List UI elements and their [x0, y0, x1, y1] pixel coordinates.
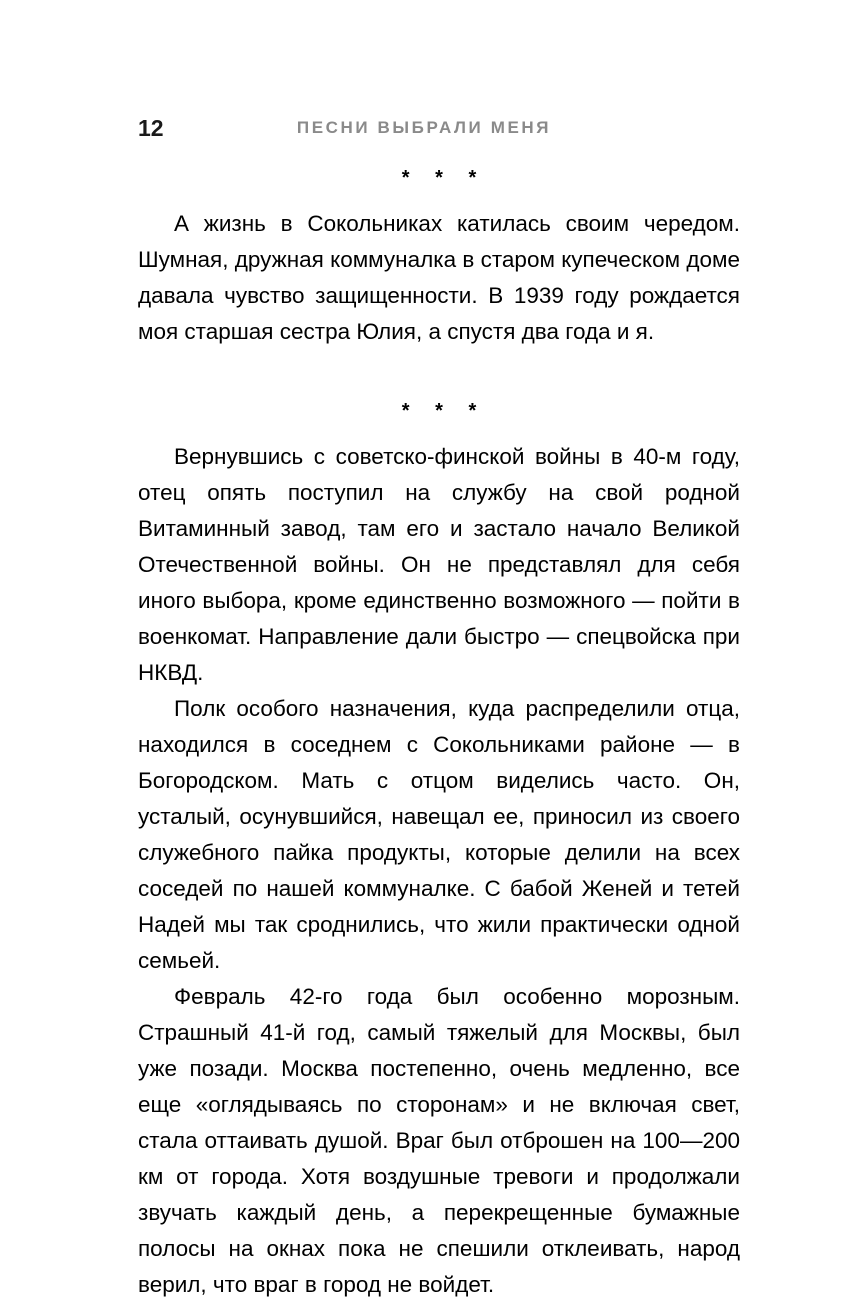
text-column	[138, 160, 740, 1303]
paragraph-4: Февраль 42-го года был особенно морозным. Страшный 41-й год, самый тяжелый для Москвы, был уже позади. Москва постепенно, очень медленно, все еще «оглядываясь по сторонам» и не включая свет, стала оттаивать душой. Враг был отброшен на 100—200 км от города. Хотя воздушные тревоги и продолжали звучать каждый день, а перекрещенные бумажные полосы на окнах пока не спешили отклеивать, народ верил, что враг в город не войдет.	[138, 984, 740, 1297]
running-head	[0, 113, 844, 143]
paragraph-2: Вернувшись с советско-финской войны в 40-м году, отец опять поступил на службу на свой родной Витаминный завод, там его и застало начало Великой Отечественной войны. Он не представлял для себя иного выбора, кроме единственно возможного — пойти в военкомат. Направление дали быстро — спецвойска при НКВД.	[138, 444, 740, 685]
paragraph-1: А жизнь в Сокольниках катилась своим чередом. Шумная, дружная коммуналка в старом купеческом доме давала чувство защищенности. В 1939 году рождается моя старшая сестра Юлия, а спустя два года и я.	[138, 211, 740, 344]
paragraph-3: Полк особого назначения, куда распределили отца, находился в соседнем с Сокольниками районе — в Богородском. Мать с отцом виделись часто. Он, усталый, осунувшийся, навещал ее, приносил из своего служебного пайка продукты, которые делили на всех соседей по нашей коммуналке. С бабой Женей и тетей Надей мы так сроднились, что жили практически одной семьей.	[138, 696, 740, 973]
page-number: 12	[138, 115, 164, 141]
section-separator-2: * * *	[401, 400, 487, 422]
section-separator-1: * * *	[401, 167, 487, 189]
running-title: ПЕСНИ ВЫБРАЛИ МЕНЯ	[296, 118, 552, 137]
